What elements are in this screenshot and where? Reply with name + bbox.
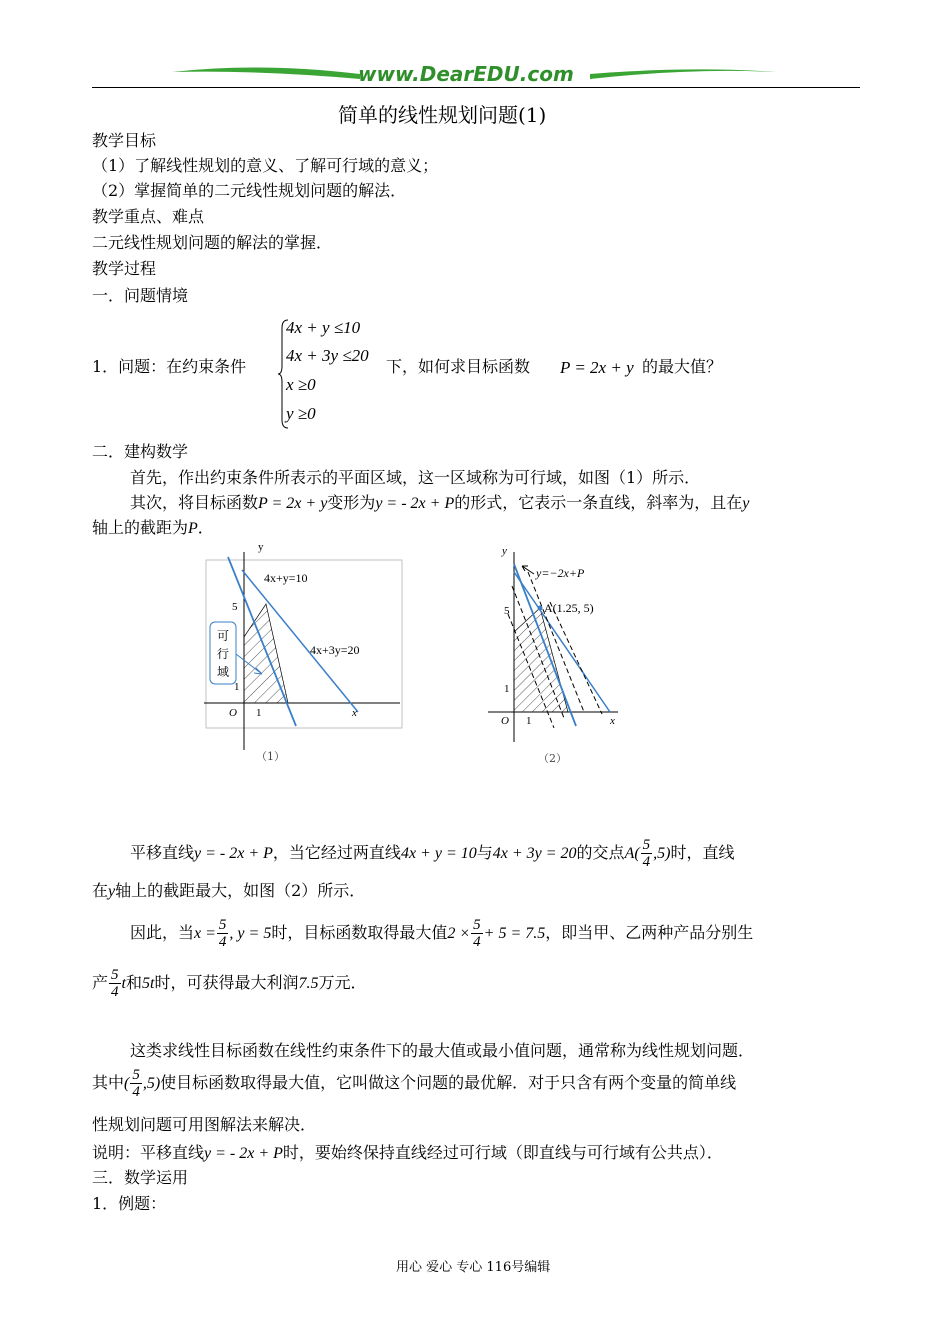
- para-shift-b: ，当它经过两直线: [272, 843, 401, 862]
- fig1-region-char3: 域: [217, 665, 230, 679]
- var-y: y: [742, 495, 750, 512]
- part1-heading: 一．问题情境: [92, 286, 189, 305]
- para-shift-f: 时，直线: [670, 843, 735, 862]
- fraction-5-4: $\frac{5}{4}$: [642, 837, 651, 870]
- formula-y-eq: y = - 2x + P: [375, 495, 455, 512]
- para-thus-a: 因此，当: [130, 923, 195, 942]
- fig2-tick-y1: 1: [504, 683, 510, 695]
- para-opt-c: ,5): [142, 1075, 161, 1092]
- fig2-point-label: A(1.25, 5): [544, 601, 594, 615]
- fraction-5-4-b: $\frac{5}{4}$: [218, 917, 227, 950]
- fraction-5-4-e: $\frac{5}{4}$: [132, 1067, 140, 1100]
- fig2-origin: O: [501, 715, 509, 727]
- fig2-x-label: x: [610, 715, 615, 727]
- fig1-region-char1: 可: [217, 629, 230, 643]
- fig1-tick-x1: 1: [256, 707, 262, 719]
- fig1-y-label: y: [258, 542, 264, 553]
- point-a-open: A(: [624, 845, 640, 862]
- fig2-caption: （2）: [538, 752, 567, 765]
- formula-max-a: 2 ×: [447, 925, 471, 942]
- para-shift-d: 的交点: [576, 843, 625, 862]
- para-thus-c: ，即当甲、乙两种产品分别生: [545, 923, 754, 942]
- para-shift-2: [92, 880, 365, 903]
- para-shift: [130, 836, 735, 871]
- formula-p-eq: P = 2x + y: [258, 495, 328, 512]
- para-second-e: ．: [197, 518, 214, 537]
- problem-mid: 下，如何求目标函数: [386, 357, 531, 376]
- point-a-close: ,5): [653, 845, 671, 862]
- goal-2: （2）掌握简单的二元线性规划问题的解法．: [92, 181, 407, 200]
- fig1-origin: O: [229, 707, 237, 719]
- goal-1: （1）了解线性规划的意义、了解可行域的意义；: [92, 156, 439, 175]
- problem-objective: P = 2x + y: [560, 358, 634, 377]
- fig1-caption: （1）: [256, 750, 285, 763]
- key-text: 二元线性规划问题的解法的掌握．: [92, 233, 333, 252]
- fig1-tick-y1: 1: [234, 681, 240, 693]
- footer-text: 用心 爱心 专心 116号编辑: [396, 1260, 551, 1275]
- note-formula: y = - 2x + P: [204, 1145, 283, 1162]
- para-shift2-b: 轴上的截距最大，如图（2）所示．: [115, 881, 366, 900]
- fraction-5-4-d: $\frac{5}{4}$: [111, 967, 119, 1000]
- formula-line-2: 4x + 3y = 20: [492, 845, 577, 862]
- fig1-region-char2: 行: [217, 647, 230, 661]
- para-opt-d: 使目标函数取得最大值，它叫做这个问题的最优解．对于只含有两个变量的简单线: [160, 1073, 737, 1092]
- para-definition: 这类求线性目标函数在线性约束条件下的最大值或最小值问题，通常称为线性规划问题．: [130, 1041, 755, 1060]
- var-y-2: y: [108, 883, 116, 900]
- process-heading: 教学过程: [92, 259, 157, 278]
- part3-heading: 三．数学运用: [92, 1168, 189, 1187]
- para-opt-b: (: [124, 1075, 130, 1092]
- var-t: t: [121, 975, 126, 992]
- fig1-line1-label: 4x+y=10: [264, 571, 308, 585]
- para-graphical: 性规划问题可用图解法来解决．: [92, 1115, 317, 1134]
- fig2-tick-x1: 1: [526, 715, 532, 727]
- fraction-5-4-c: $\frac{5}{4}$: [473, 917, 481, 950]
- figure-2-point-a: [538, 606, 543, 611]
- constraint-1: 4x + y ≤10: [286, 318, 361, 337]
- fig2-y-label: y: [502, 545, 507, 557]
- fig1-tick-y5: 5: [232, 601, 238, 613]
- constraint-system: [278, 318, 388, 430]
- value-7-5: 7.5: [298, 975, 319, 992]
- fig2-tick-y5: 5: [504, 605, 510, 617]
- fig1-x-label: x: [352, 707, 357, 719]
- note-a: 说明：平移直线: [92, 1143, 205, 1162]
- var-P: P: [188, 520, 198, 537]
- var-5t: 5t: [141, 975, 155, 992]
- header-rule: [92, 87, 860, 88]
- para-prod-a: 产: [92, 973, 109, 992]
- para-opt-a: 其中: [92, 1073, 125, 1092]
- example-heading: 1．例题：: [92, 1194, 167, 1213]
- para-second-a: 其次，将目标函数: [130, 493, 259, 512]
- para-second-cont: [92, 517, 214, 540]
- para-second-d: 轴上的截距为: [92, 518, 189, 537]
- fig1-line2-label: 4x+3y=20: [310, 643, 360, 657]
- key-heading: 教学重点、难点: [92, 207, 205, 226]
- para-prod-c: 时，可获得最大利润: [154, 973, 299, 992]
- para-first: 首先，作出约束条件所表示的平面区域，这一区域称为可行域，如图（1）所示．: [130, 468, 701, 487]
- formula-shift-line: y = - 2x + P: [194, 845, 273, 862]
- formula-x-eq: x =: [194, 925, 216, 942]
- para-second: [130, 492, 749, 515]
- page-title: 简单的线性规划问题(1): [338, 103, 547, 127]
- constraint-3: x ≥0: [286, 375, 316, 394]
- para-second-b: 变形为: [327, 493, 376, 512]
- goals-heading: 教学目标: [92, 131, 157, 150]
- para-shift-c: 与: [476, 843, 493, 862]
- para-shift-a: 平移直线: [130, 843, 195, 862]
- para-shift2-a: 在: [92, 881, 109, 900]
- para-optimal: [92, 1066, 736, 1101]
- note-b: 时，要始终保持直线经过可行域（即直线与可行域有公共点）．: [282, 1143, 723, 1162]
- para-thus: [130, 916, 753, 951]
- part2-heading: 二．建构数学: [92, 442, 189, 461]
- constraint-4: y ≥0: [286, 404, 316, 423]
- para-prod-b: 和: [125, 973, 142, 992]
- figure-2: [484, 542, 634, 767]
- para-prod-d: 万元．: [318, 973, 367, 992]
- fig2-line-label: y=−2x+P: [536, 566, 585, 580]
- para-produce: [92, 966, 366, 1001]
- para-thus-b: 时，目标函数取得最大值: [271, 923, 448, 942]
- para-second-c: 的形式，它表示一条直线，斜率为，且在: [454, 493, 743, 512]
- problem-pre: 1．问题：在约束条件: [92, 357, 247, 376]
- note: [92, 1142, 723, 1165]
- site-name: www.DearEDU.com: [358, 62, 574, 86]
- figure-1: [200, 542, 420, 767]
- formula-line-1: 4x + y = 10: [400, 845, 477, 862]
- constraint-2: 4x + 3y ≤20: [286, 346, 369, 365]
- problem-post: 的最大值？: [642, 357, 723, 376]
- formula-y-val: , y = 5: [229, 925, 272, 942]
- formula-max-b: + 5 = 7.5: [483, 925, 546, 942]
